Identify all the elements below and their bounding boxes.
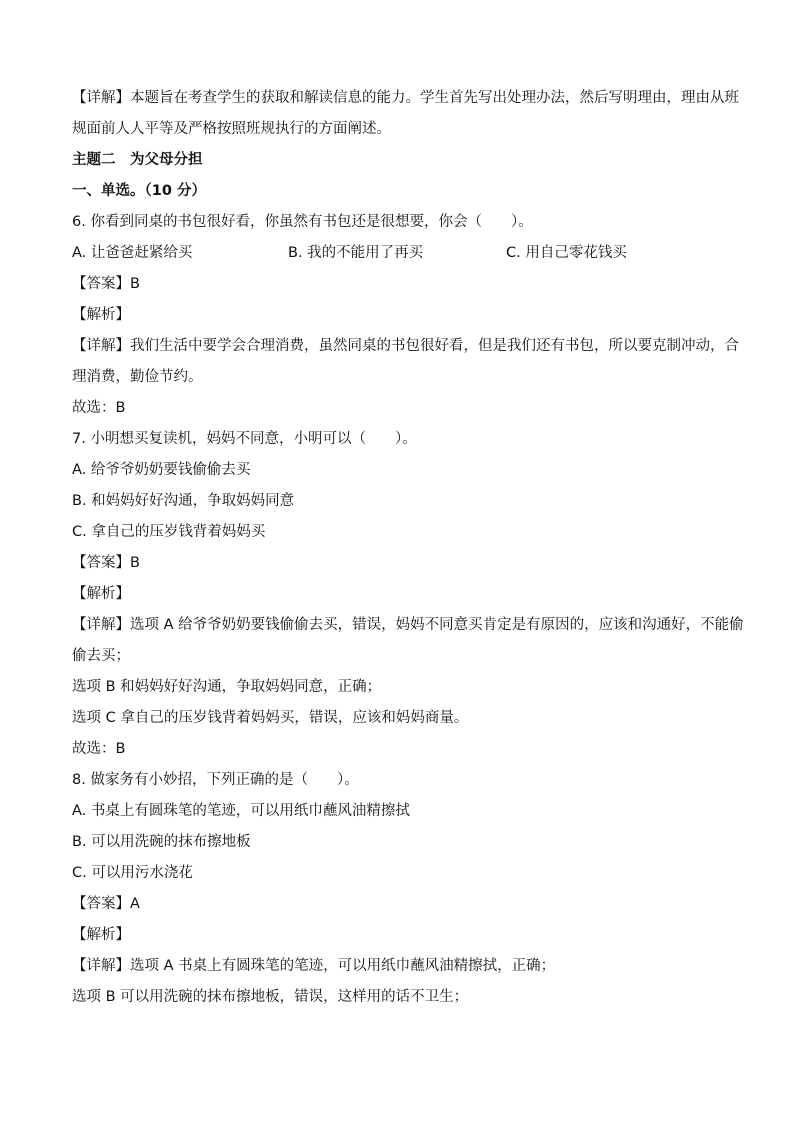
question-8-stem: 8. 做家务有小妙招，下列正确的是（ ）。: [72, 772, 359, 788]
option-a: A. 给爷爷奶奶要钱偷偷去买: [72, 462, 251, 478]
detail-line: 【详解】选项 A 书桌上有圆珠笔的笔迹，可以用纸巾蘸风油精擦拭，正确；: [72, 958, 556, 974]
detail-line: 选项 B 和妈妈好好沟通，争取妈妈同意，正确；: [72, 679, 382, 695]
option-b: B. 我的不能用了再买: [288, 245, 424, 261]
option-b: B. 可以用洗碗的抹布擦地板: [72, 834, 251, 850]
choice-line: 故选：B: [72, 741, 126, 757]
explanation-line: 【详解】本题旨在考查学生的获取和解读信息的能力。学生首先写出处理办法，然后写明理由，理由从班: [72, 90, 739, 106]
option-c: C. 可以用污水浇花: [72, 865, 193, 881]
answer-label: 【答案】B: [72, 555, 140, 571]
section-title: 主题二 为父母分担: [72, 152, 203, 168]
option-a: A. 让爸爸赶紧给买: [72, 245, 193, 261]
question-6-options: [72, 243, 722, 263]
option-c: C. 拿自己的压岁钱背着妈妈买: [72, 524, 266, 540]
analysis-label: 【解析】: [72, 927, 130, 943]
question-7-stem: 7. 小明想买复读机，妈妈不同意，小明可以（ ）。: [72, 431, 417, 447]
answer-label: 【答案】B: [72, 276, 140, 292]
answer-label: 【答案】A: [72, 896, 140, 912]
explanation-line: 规面前人人平等及严格按照班规执行的方面阐述。: [72, 121, 391, 137]
choice-line: 故选：B: [72, 400, 126, 416]
detail-line: 选项 C 拿自己的压岁钱背着妈妈买，错误，应该和妈妈商量。: [72, 710, 469, 726]
option-b: B. 和妈妈好好沟通，争取妈妈同意: [72, 493, 295, 509]
detail-line: 偷去买；: [72, 648, 130, 664]
part-title: 一、单选。（10 分）: [72, 183, 206, 199]
question-6-stem: 6. 你看到同桌的书包很好看，你虽然有书包还是很想要，你会（ ）。: [72, 214, 533, 230]
detail-line: 【详解】我们生活中要学会合理消费，虽然同桌的书包很好看，但是我们还有书包，所以要克制冲动，合: [72, 338, 739, 354]
detail-line: 【详解】选项 A 给爷爷奶奶要钱偷偷去买，错误，妈妈不同意买肯定是有原因的，应该和沟通好，不能偷: [72, 617, 744, 633]
option-c: C. 用自己零花钱买: [506, 245, 627, 261]
option-a: A. 书桌上有圆珠笔的笔迹，可以用纸巾蘸风油精擦拭: [72, 803, 410, 819]
document-page: [72, 88, 744, 1007]
detail-line: 理消费，勤俭节约。: [72, 369, 203, 385]
analysis-label: 【解析】: [72, 307, 130, 323]
analysis-label: 【解析】: [72, 586, 130, 602]
detail-line: 选项 B 可以用洗碗的抹布擦地板，错误，这样用的话不卫生；: [72, 989, 469, 1005]
